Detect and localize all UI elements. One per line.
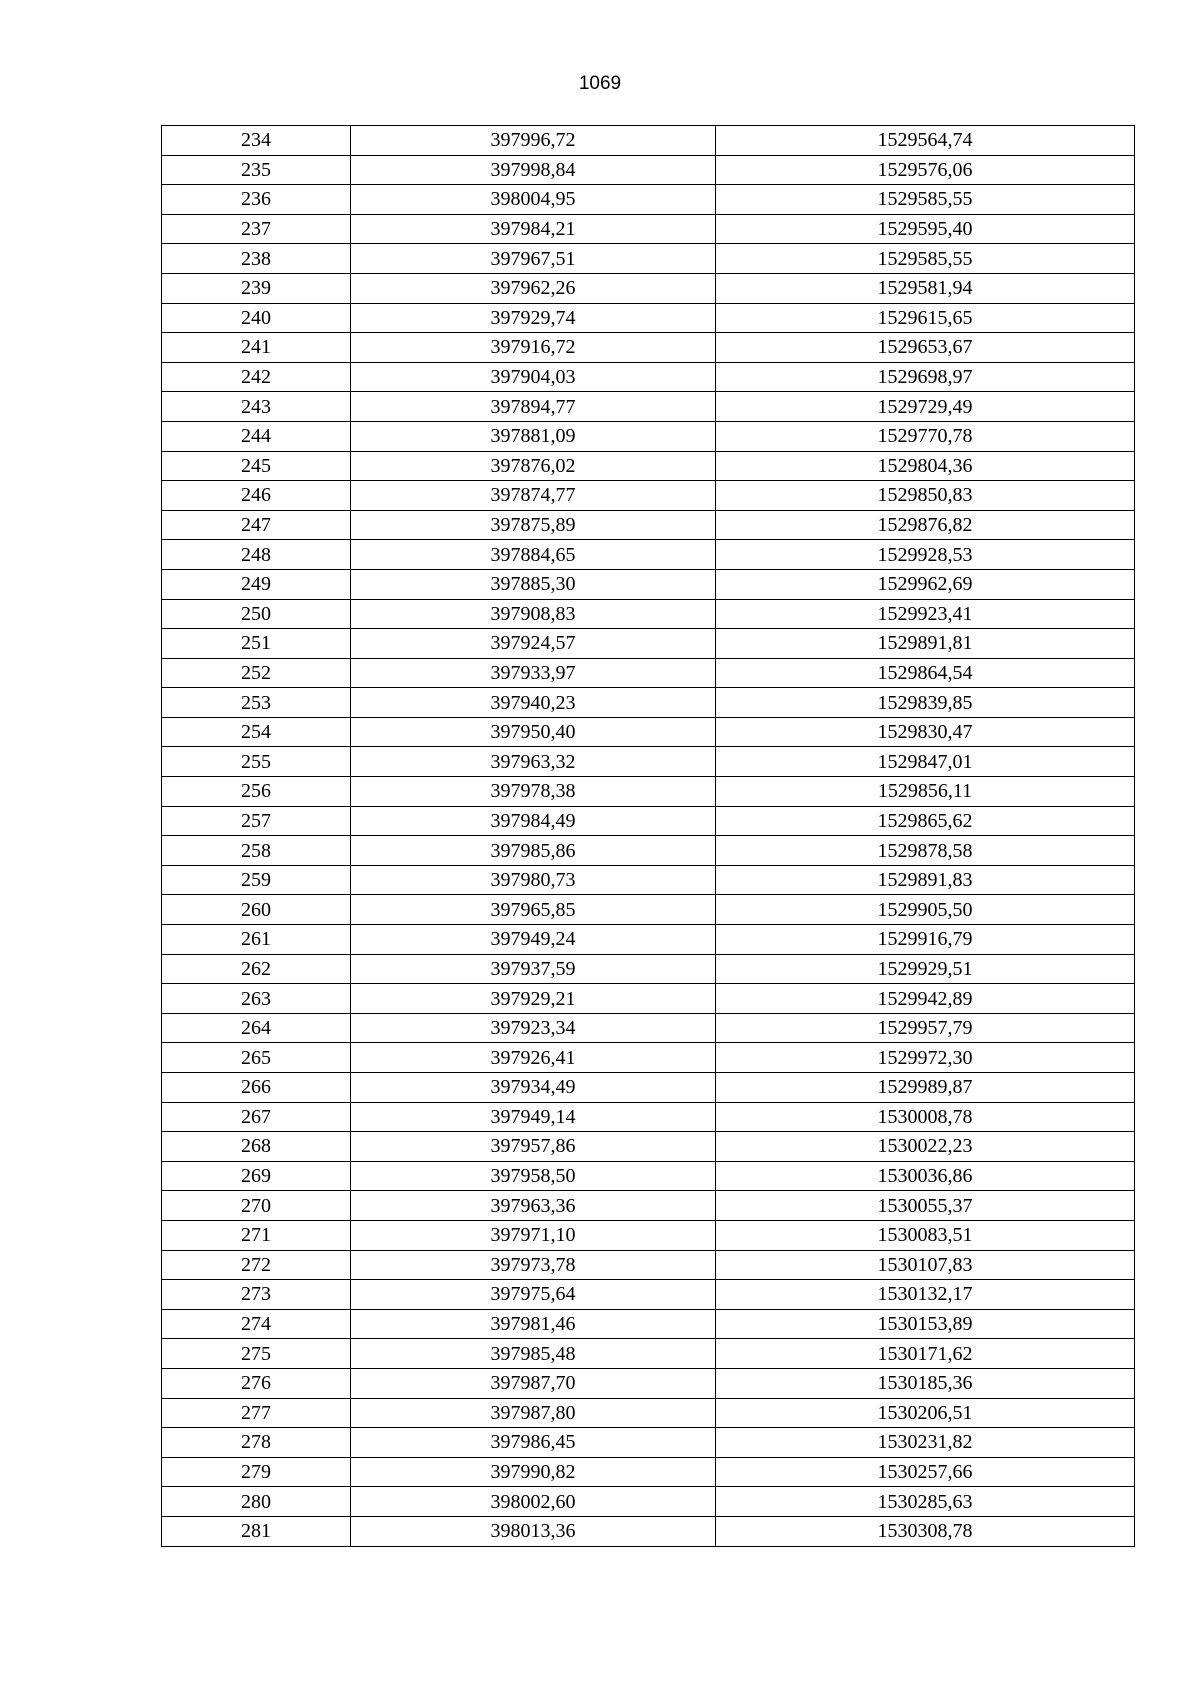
point-number-cell: 270 bbox=[162, 1191, 351, 1221]
table-row bbox=[162, 155, 1135, 185]
point-number-cell: 250 bbox=[162, 599, 351, 629]
x-coordinate-cell: 397923,34 bbox=[351, 1013, 716, 1043]
y-coordinate-cell: 1530308,78 bbox=[716, 1516, 1135, 1546]
table-row bbox=[162, 717, 1135, 747]
y-coordinate-cell: 1529770,78 bbox=[716, 421, 1135, 451]
table-row bbox=[162, 984, 1135, 1014]
x-coordinate-cell: 397963,32 bbox=[351, 747, 716, 777]
x-coordinate-cell: 398013,36 bbox=[351, 1516, 716, 1546]
point-number-cell: 257 bbox=[162, 806, 351, 836]
table-row bbox=[162, 569, 1135, 599]
y-coordinate-cell: 1529891,83 bbox=[716, 865, 1135, 895]
table-row bbox=[162, 451, 1135, 481]
x-coordinate-cell: 397984,21 bbox=[351, 214, 716, 244]
x-coordinate-cell: 397949,24 bbox=[351, 925, 716, 955]
table-row bbox=[162, 333, 1135, 363]
table-row bbox=[162, 1191, 1135, 1221]
y-coordinate-cell: 1529972,30 bbox=[716, 1043, 1135, 1073]
table-row bbox=[162, 747, 1135, 777]
point-number-cell: 254 bbox=[162, 717, 351, 747]
y-coordinate-cell: 1530132,17 bbox=[716, 1280, 1135, 1310]
point-number-cell: 247 bbox=[162, 510, 351, 540]
table-row bbox=[162, 481, 1135, 511]
point-number-cell: 243 bbox=[162, 392, 351, 422]
x-coordinate-cell: 397940,23 bbox=[351, 688, 716, 718]
x-coordinate-cell: 397929,74 bbox=[351, 303, 716, 333]
y-coordinate-cell: 1529856,11 bbox=[716, 777, 1135, 807]
point-number-cell: 274 bbox=[162, 1309, 351, 1339]
point-number-cell: 273 bbox=[162, 1280, 351, 1310]
table-row bbox=[162, 1280, 1135, 1310]
x-coordinate-cell: 397934,49 bbox=[351, 1073, 716, 1103]
point-number-cell: 267 bbox=[162, 1102, 351, 1132]
point-number-cell: 269 bbox=[162, 1161, 351, 1191]
table-row bbox=[162, 1309, 1135, 1339]
point-number-cell: 265 bbox=[162, 1043, 351, 1073]
y-coordinate-cell: 1529864,54 bbox=[716, 658, 1135, 688]
y-coordinate-cell: 1529916,79 bbox=[716, 925, 1135, 955]
point-number-cell: 264 bbox=[162, 1013, 351, 1043]
table-row bbox=[162, 1428, 1135, 1458]
x-coordinate-cell: 397987,80 bbox=[351, 1398, 716, 1428]
x-coordinate-cell: 397874,77 bbox=[351, 481, 716, 511]
table-row bbox=[162, 126, 1135, 156]
y-coordinate-cell: 1530153,89 bbox=[716, 1309, 1135, 1339]
table-row bbox=[162, 273, 1135, 303]
y-coordinate-cell: 1530206,51 bbox=[716, 1398, 1135, 1428]
x-coordinate-cell: 397937,59 bbox=[351, 954, 716, 984]
point-number-cell: 242 bbox=[162, 362, 351, 392]
x-coordinate-cell: 397981,46 bbox=[351, 1309, 716, 1339]
table-row bbox=[162, 1073, 1135, 1103]
y-coordinate-cell: 1529698,97 bbox=[716, 362, 1135, 392]
y-coordinate-cell: 1529576,06 bbox=[716, 155, 1135, 185]
point-number-cell: 281 bbox=[162, 1516, 351, 1546]
y-coordinate-cell: 1530107,83 bbox=[716, 1250, 1135, 1280]
table-row bbox=[162, 392, 1135, 422]
point-number-cell: 256 bbox=[162, 777, 351, 807]
point-number-cell: 260 bbox=[162, 895, 351, 925]
table-row bbox=[162, 1487, 1135, 1517]
point-number-cell: 268 bbox=[162, 1132, 351, 1162]
point-number-cell: 258 bbox=[162, 836, 351, 866]
y-coordinate-cell: 1529804,36 bbox=[716, 451, 1135, 481]
x-coordinate-cell: 397916,72 bbox=[351, 333, 716, 363]
y-coordinate-cell: 1529585,55 bbox=[716, 244, 1135, 274]
table-row bbox=[162, 540, 1135, 570]
y-coordinate-cell: 1529595,40 bbox=[716, 214, 1135, 244]
x-coordinate-cell: 397885,30 bbox=[351, 569, 716, 599]
point-number-cell: 261 bbox=[162, 925, 351, 955]
y-coordinate-cell: 1529929,51 bbox=[716, 954, 1135, 984]
x-coordinate-cell: 397875,89 bbox=[351, 510, 716, 540]
y-coordinate-cell: 1529928,53 bbox=[716, 540, 1135, 570]
y-coordinate-cell: 1529729,49 bbox=[716, 392, 1135, 422]
x-coordinate-cell: 397978,38 bbox=[351, 777, 716, 807]
point-number-cell: 253 bbox=[162, 688, 351, 718]
y-coordinate-cell: 1529989,87 bbox=[716, 1073, 1135, 1103]
table-row bbox=[162, 362, 1135, 392]
x-coordinate-cell: 397894,77 bbox=[351, 392, 716, 422]
table-row bbox=[162, 954, 1135, 984]
y-coordinate-cell: 1529615,65 bbox=[716, 303, 1135, 333]
table-row bbox=[162, 1132, 1135, 1162]
coordinates-table-body bbox=[162, 126, 1135, 1547]
point-number-cell: 241 bbox=[162, 333, 351, 363]
point-number-cell: 272 bbox=[162, 1250, 351, 1280]
x-coordinate-cell: 397975,64 bbox=[351, 1280, 716, 1310]
x-coordinate-cell: 397971,10 bbox=[351, 1220, 716, 1250]
point-number-cell: 239 bbox=[162, 273, 351, 303]
point-number-cell: 246 bbox=[162, 481, 351, 511]
point-number-cell: 245 bbox=[162, 451, 351, 481]
point-number-cell: 248 bbox=[162, 540, 351, 570]
table-row bbox=[162, 865, 1135, 895]
y-coordinate-cell: 1529865,62 bbox=[716, 806, 1135, 836]
x-coordinate-cell: 397949,14 bbox=[351, 1102, 716, 1132]
y-coordinate-cell: 1529957,79 bbox=[716, 1013, 1135, 1043]
y-coordinate-cell: 1529585,55 bbox=[716, 185, 1135, 215]
table-row bbox=[162, 658, 1135, 688]
table-row bbox=[162, 599, 1135, 629]
x-coordinate-cell: 397884,65 bbox=[351, 540, 716, 570]
table-row bbox=[162, 1398, 1135, 1428]
x-coordinate-cell: 398004,95 bbox=[351, 185, 716, 215]
point-number-cell: 251 bbox=[162, 629, 351, 659]
y-coordinate-cell: 1529905,50 bbox=[716, 895, 1135, 925]
y-coordinate-cell: 1530008,78 bbox=[716, 1102, 1135, 1132]
point-number-cell: 279 bbox=[162, 1457, 351, 1487]
y-coordinate-cell: 1530022,23 bbox=[716, 1132, 1135, 1162]
x-coordinate-cell: 397984,49 bbox=[351, 806, 716, 836]
x-coordinate-cell: 397958,50 bbox=[351, 1161, 716, 1191]
y-coordinate-cell: 1530257,66 bbox=[716, 1457, 1135, 1487]
y-coordinate-cell: 1530231,82 bbox=[716, 1428, 1135, 1458]
table-row bbox=[162, 629, 1135, 659]
y-coordinate-cell: 1530055,37 bbox=[716, 1191, 1135, 1221]
table-row bbox=[162, 421, 1135, 451]
x-coordinate-cell: 397967,51 bbox=[351, 244, 716, 274]
y-coordinate-cell: 1529962,69 bbox=[716, 569, 1135, 599]
x-coordinate-cell: 397904,03 bbox=[351, 362, 716, 392]
y-coordinate-cell: 1530083,51 bbox=[716, 1220, 1135, 1250]
x-coordinate-cell: 397990,82 bbox=[351, 1457, 716, 1487]
table-row bbox=[162, 510, 1135, 540]
table-row bbox=[162, 1013, 1135, 1043]
x-coordinate-cell: 397985,86 bbox=[351, 836, 716, 866]
table-row bbox=[162, 925, 1135, 955]
point-number-cell: 235 bbox=[162, 155, 351, 185]
x-coordinate-cell: 397963,36 bbox=[351, 1191, 716, 1221]
table-row bbox=[162, 1457, 1135, 1487]
table-row bbox=[162, 1220, 1135, 1250]
point-number-cell: 255 bbox=[162, 747, 351, 777]
table-row bbox=[162, 895, 1135, 925]
point-number-cell: 249 bbox=[162, 569, 351, 599]
y-coordinate-cell: 1530171,62 bbox=[716, 1339, 1135, 1369]
x-coordinate-cell: 397986,45 bbox=[351, 1428, 716, 1458]
x-coordinate-cell: 397926,41 bbox=[351, 1043, 716, 1073]
y-coordinate-cell: 1529564,74 bbox=[716, 126, 1135, 156]
x-coordinate-cell: 397876,02 bbox=[351, 451, 716, 481]
table-row bbox=[162, 244, 1135, 274]
x-coordinate-cell: 397987,70 bbox=[351, 1368, 716, 1398]
point-number-cell: 276 bbox=[162, 1368, 351, 1398]
x-coordinate-cell: 397933,97 bbox=[351, 658, 716, 688]
y-coordinate-cell: 1529923,41 bbox=[716, 599, 1135, 629]
table-row bbox=[162, 1516, 1135, 1546]
point-number-cell: 278 bbox=[162, 1428, 351, 1458]
x-coordinate-cell: 397908,83 bbox=[351, 599, 716, 629]
y-coordinate-cell: 1529830,47 bbox=[716, 717, 1135, 747]
x-coordinate-cell: 397957,86 bbox=[351, 1132, 716, 1162]
table-row bbox=[162, 777, 1135, 807]
x-coordinate-cell: 398002,60 bbox=[351, 1487, 716, 1517]
x-coordinate-cell: 397965,85 bbox=[351, 895, 716, 925]
x-coordinate-cell: 397996,72 bbox=[351, 126, 716, 156]
x-coordinate-cell: 397998,84 bbox=[351, 155, 716, 185]
point-number-cell: 266 bbox=[162, 1073, 351, 1103]
table-row bbox=[162, 836, 1135, 866]
x-coordinate-cell: 397950,40 bbox=[351, 717, 716, 747]
y-coordinate-cell: 1530185,36 bbox=[716, 1368, 1135, 1398]
point-number-cell: 237 bbox=[162, 214, 351, 244]
table-row bbox=[162, 806, 1135, 836]
point-number-cell: 234 bbox=[162, 126, 351, 156]
point-number-cell: 259 bbox=[162, 865, 351, 895]
point-number-cell: 244 bbox=[162, 421, 351, 451]
y-coordinate-cell: 1529876,82 bbox=[716, 510, 1135, 540]
point-number-cell: 277 bbox=[162, 1398, 351, 1428]
x-coordinate-cell: 397929,21 bbox=[351, 984, 716, 1014]
x-coordinate-cell: 397924,57 bbox=[351, 629, 716, 659]
x-coordinate-cell: 397962,26 bbox=[351, 273, 716, 303]
point-number-cell: 263 bbox=[162, 984, 351, 1014]
table-row bbox=[162, 688, 1135, 718]
table-row bbox=[162, 1161, 1135, 1191]
y-coordinate-cell: 1529850,83 bbox=[716, 481, 1135, 511]
table-row bbox=[162, 185, 1135, 215]
table-row bbox=[162, 1339, 1135, 1369]
x-coordinate-cell: 397980,73 bbox=[351, 865, 716, 895]
x-coordinate-cell: 397973,78 bbox=[351, 1250, 716, 1280]
table-row bbox=[162, 1102, 1135, 1132]
y-coordinate-cell: 1529581,94 bbox=[716, 273, 1135, 303]
point-number-cell: 236 bbox=[162, 185, 351, 215]
point-number-cell: 271 bbox=[162, 1220, 351, 1250]
page-number: 1069 bbox=[578, 73, 622, 94]
point-number-cell: 262 bbox=[162, 954, 351, 984]
y-coordinate-cell: 1529847,01 bbox=[716, 747, 1135, 777]
table-row bbox=[162, 303, 1135, 333]
coordinates-table bbox=[161, 125, 1135, 1547]
y-coordinate-cell: 1530036,86 bbox=[716, 1161, 1135, 1191]
x-coordinate-cell: 397985,48 bbox=[351, 1339, 716, 1369]
table-row bbox=[162, 1043, 1135, 1073]
point-number-cell: 275 bbox=[162, 1339, 351, 1369]
point-number-cell: 238 bbox=[162, 244, 351, 274]
y-coordinate-cell: 1529891,81 bbox=[716, 629, 1135, 659]
point-number-cell: 252 bbox=[162, 658, 351, 688]
y-coordinate-cell: 1529653,67 bbox=[716, 333, 1135, 363]
table-row bbox=[162, 214, 1135, 244]
table-row bbox=[162, 1368, 1135, 1398]
point-number-cell: 240 bbox=[162, 303, 351, 333]
y-coordinate-cell: 1529942,89 bbox=[716, 984, 1135, 1014]
table-row bbox=[162, 1250, 1135, 1280]
y-coordinate-cell: 1530285,63 bbox=[716, 1487, 1135, 1517]
point-number-cell: 280 bbox=[162, 1487, 351, 1517]
y-coordinate-cell: 1529878,58 bbox=[716, 836, 1135, 866]
y-coordinate-cell: 1529839,85 bbox=[716, 688, 1135, 718]
x-coordinate-cell: 397881,09 bbox=[351, 421, 716, 451]
